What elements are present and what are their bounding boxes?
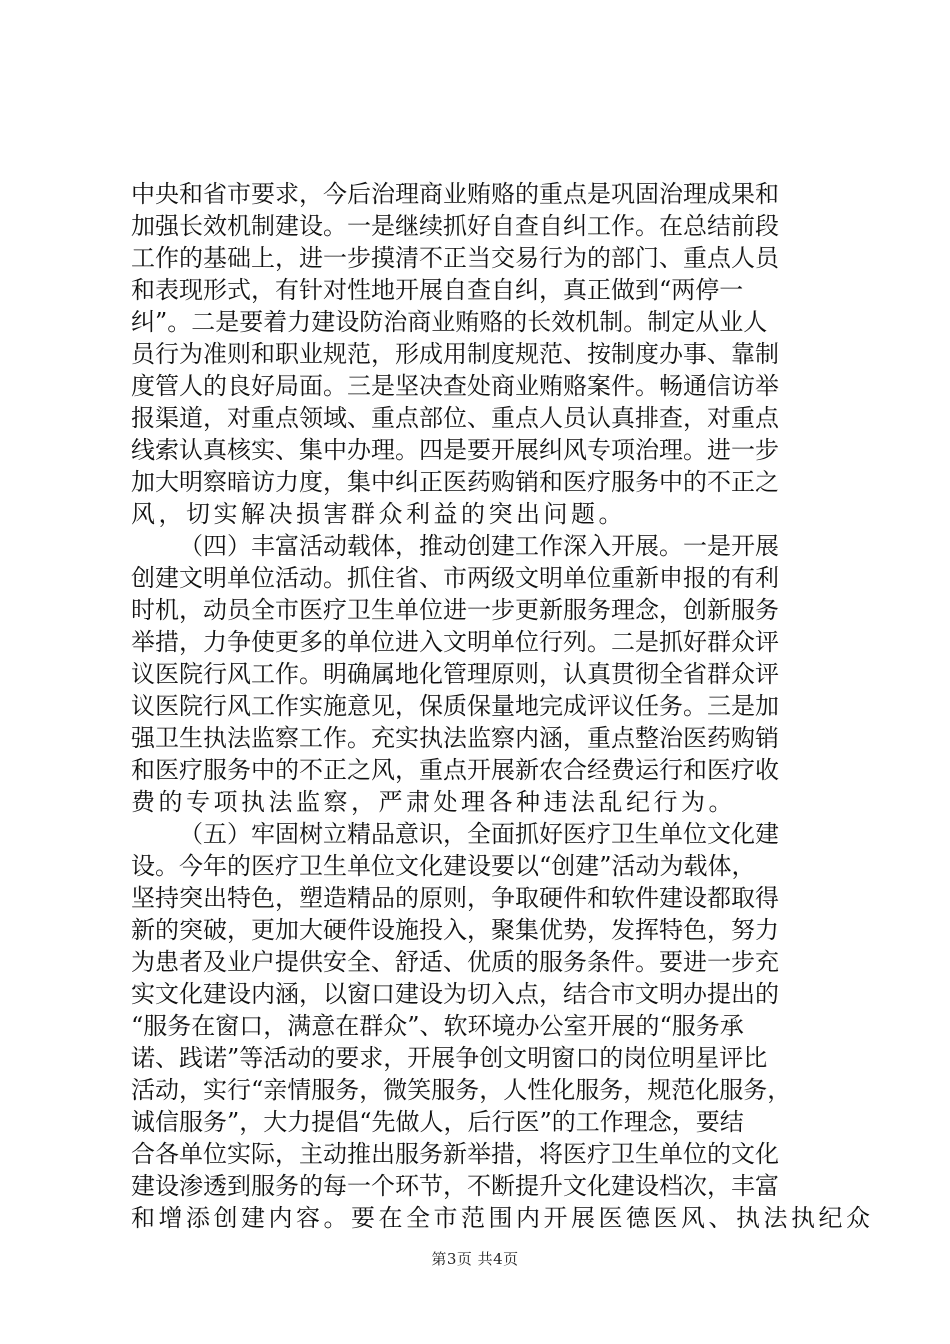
text-line: 新的突破，更加大硬件设施投入，聚集优势，发挥特色，努力: [131, 916, 779, 944]
text-line: 活动，实行“亲情服务，微笑服务，人性化服务，规范化服务，: [131, 1076, 792, 1104]
text-line: 坚持突出特色，塑造精品的原则，争取硬件和软件建设都取得: [131, 884, 779, 912]
text-line: 诺、践诺”等活动的要求，开展争创文明窗口的岗位明星评比: [131, 1044, 768, 1072]
text-line: 强卫生执法监察工作。充实执法监察内涵，重点整治医药购销: [131, 724, 779, 752]
text-line: 风，切实解决损害群众利益的突出问题。: [131, 500, 626, 528]
text-line: 度管人的良好局面。三是坚决查处商业贿赂案件。畅通信访举: [131, 372, 779, 400]
text-line: 合各单位实际，主动推出服务新举措，将医疗卫生单位的文化: [131, 1140, 779, 1168]
text-line: 创建文明单位活动。抓住省、市两级文明单位重新申报的有利: [131, 564, 779, 592]
text-line: 设。今年的医疗卫生单位文化建设要以“创建”活动为载体，: [131, 852, 756, 880]
text-line: 议医院行风工作。明确属地化管理原则，认真贯彻全省群众评: [131, 660, 779, 688]
text-line: 举措，力争使更多的单位进入文明单位行列。二是抓好群众评: [131, 628, 779, 656]
text-line: 加强长效机制建设。一是继续抓好自查自纠工作。在总结前段: [131, 212, 779, 240]
text-line: （五）牢固树立精品意识，全面抓好医疗卫生单位文化建: [179, 820, 779, 848]
text-line: 和表现形式，有针对性地开展自查自纠，真正做到“两停一: [131, 276, 744, 304]
text-line: 议医院行风工作实施意见，保质保量地完成评议任务。三是加: [131, 692, 779, 720]
text-line: 时机，动员全市医疗卫生单位进一步更新服务理念，创新服务: [131, 596, 779, 624]
text-line: 为患者及业户提供安全、舒适、优质的服务条件。要进一步充: [131, 948, 779, 976]
text-line: 报渠道，对重点领域、重点部位、重点人员认真排查，对重点: [131, 404, 779, 432]
text-line: （四）丰富活动载体，推动创建工作深入开展。一是开展: [179, 532, 779, 560]
page-number-label: 第3页 共4页: [431, 1250, 519, 1268]
text-line: 费的专项执法监察，严肃处理各种违法乱纪行为。: [131, 788, 736, 816]
text-line: 工作的基础上，进一步摸清不正当交易行为的部门、重点人员: [131, 244, 779, 272]
text-line: 建设渗透到服务的每一个环节，不断提升文化建设档次，丰富: [131, 1172, 779, 1200]
text-line: 实文化建设内涵，以窗口建设为切入点，结合市文明办提出的: [131, 980, 779, 1008]
text-line: 和医疗服务中的不正之风，重点开展新农合经费运行和医疗收: [131, 756, 779, 784]
page-footer: [0, 1248, 950, 1269]
text-line: 和增添创建内容。要在全市范围内开展医德医风、执法执纪众: [131, 1204, 874, 1232]
text-line: “服务在窗口，满意在群众”、软环境办公室开展的“服务承: [131, 1012, 744, 1040]
text-line: 纠”。二是要着力建设防治商业贿赂的长效机制。制定从业人: [131, 308, 768, 336]
document-body: [131, 178, 874, 1234]
text-line: 诚信服务”，大力提倡“先做人，后行医”的工作理念，要结: [131, 1108, 744, 1136]
text-line: 中央和省市要求，今后治理商业贿赂的重点是巩固治理成果和: [131, 180, 779, 208]
text-line: 加大明察暗访力度，集中纠正医药购销和医疗服务中的不正之: [131, 468, 779, 496]
text-line: 线索认真核实、集中办理。四是要开展纠风专项治理。进一步: [131, 436, 779, 464]
text-line: 员行为准则和职业规范，形成用制度规范、按制度办事、靠制: [131, 340, 779, 368]
